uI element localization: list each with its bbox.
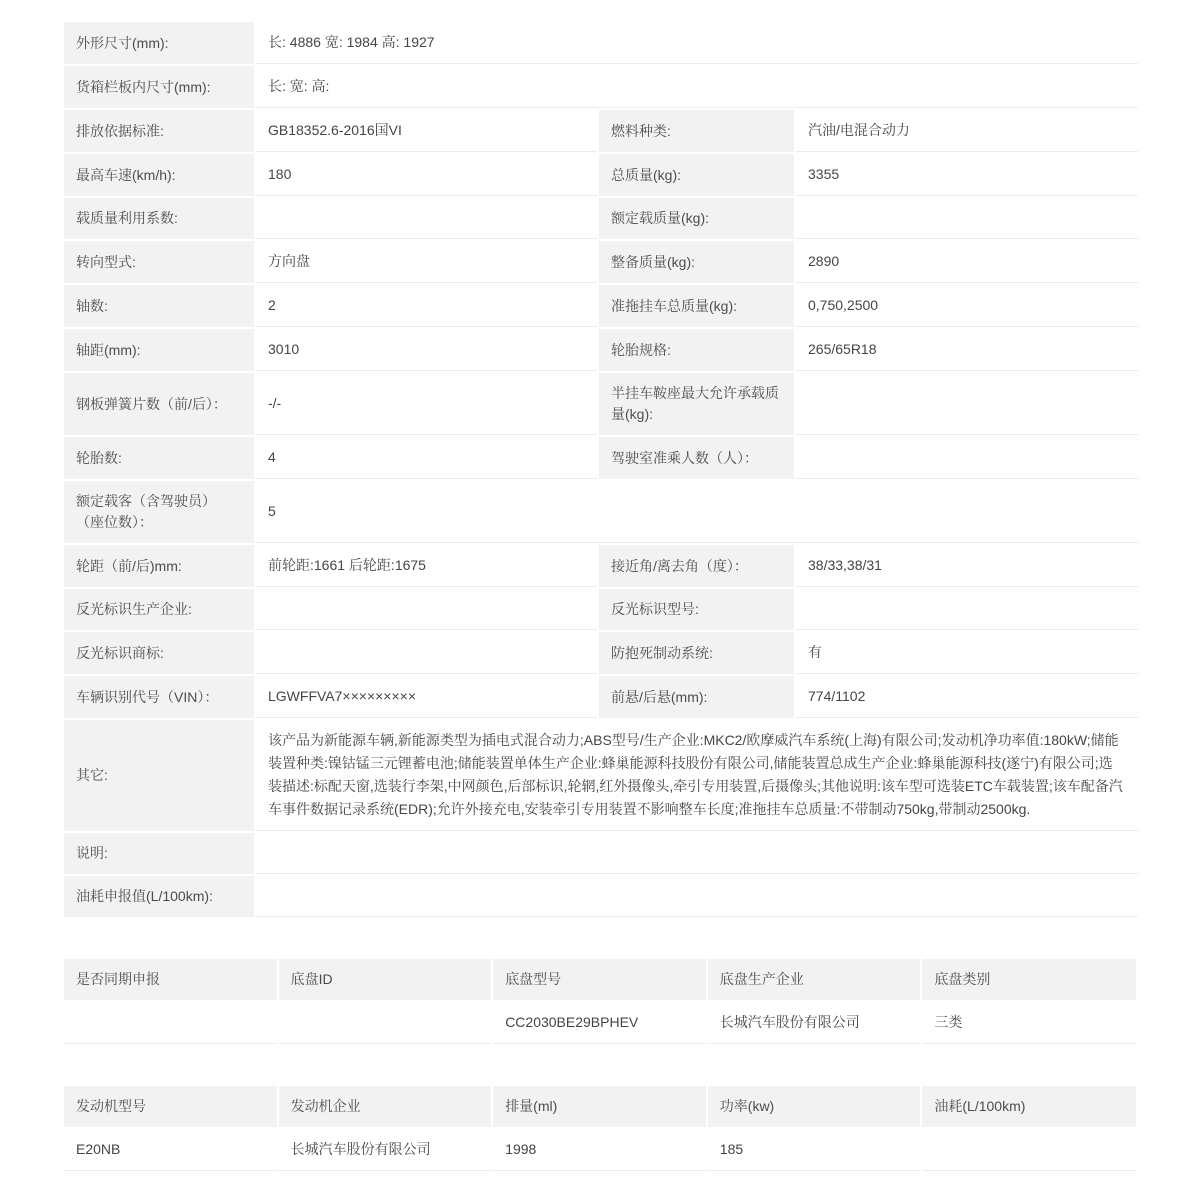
spec-label: 轮距（前/后)mm:: [64, 545, 254, 587]
spec-value: 774/1102: [796, 676, 1138, 718]
spec-value-other-notes: 该产品为新能源车辆,新能源类型为插电式混合动力;ABS型号/生产企业:MKC2/欧摩威汽车系统(上海)有限公司;发动机净功率值:180kW;储能装置种类:镍钴锰三元锂蓄电池;储能装置单体生产企业:蜂巢能源科技股份有限公司,储能装置总成生产企业:蜂巢能源科技(遂宁)有限公司;选装描述:标配天窗,选装行李架,中网颜色,后部标识,轮辋,红外摄像头,牵引专用装置,后摄像头;其他说明:该车型可选装ETC车载装置;该车配备汽车事件数据记录系统(EDR);允许外接充电,安装牵引专用装置不影响整车长度;准拖挂车总质量:不带制动750kg,带制动2500kg.: [256, 720, 1138, 831]
spec-label: 载质量利用系数:: [64, 198, 254, 239]
cell-chassis-id: [279, 1002, 492, 1044]
spec-row-cargo-box-dimensions: [64, 66, 1138, 108]
column-header: 功率(kw): [708, 1086, 921, 1127]
spec-value: -/-: [256, 373, 597, 435]
cell-engine-power: 185: [708, 1129, 921, 1171]
spec-value: LGWFFVA7×××××××××: [256, 676, 597, 718]
spec-value: 方向盘: [256, 241, 597, 283]
spec-row-reflective-trademark-abs: [64, 632, 1138, 674]
spec-label: 半挂车鞍座最大允许承载质量(kg):: [599, 373, 794, 435]
column-header: 底盘ID: [279, 959, 492, 1000]
spec-label: 前悬/后悬(mm):: [599, 676, 794, 718]
spec-label: 转向型式:: [64, 241, 254, 283]
spec-label: 其它:: [64, 720, 254, 831]
spec-row-other-notes: [64, 720, 1138, 831]
spec-label: 油耗申报值(L/100km):: [64, 876, 254, 917]
chassis-data-row: [64, 1002, 1136, 1044]
vehicle-spec-table: [62, 20, 1140, 919]
spec-label: 额定载客（含驾驶员） （座位数）：: [64, 481, 254, 543]
spec-label: 反光标识生产企业:: [64, 589, 254, 630]
spec-value: 汽油/电混合动力: [796, 110, 1138, 152]
spec-label: 说明:: [64, 833, 254, 874]
spec-label: 接近角/离去角（度）：: [599, 545, 794, 587]
spec-value: 长: 4886 宽: 1984 高: 1927: [256, 22, 1138, 64]
column-header: 底盘生产企业: [708, 959, 921, 1000]
spec-label: 外形尺寸(mm):: [64, 22, 254, 64]
spec-label: 轴距(mm):: [64, 329, 254, 371]
spec-value: 有: [796, 632, 1138, 674]
chassis-header-row: [64, 959, 1136, 1000]
engine-header-row: [64, 1086, 1136, 1127]
spec-value: GB18352.6-2016国VI: [256, 110, 597, 152]
spec-value: [256, 632, 597, 674]
spec-label: 反光标识商标:: [64, 632, 254, 674]
cell-chassis-category: 三类: [922, 1002, 1136, 1044]
spec-label: 准拖挂车总质量(kg):: [599, 285, 794, 327]
column-header: 底盘类别: [922, 959, 1136, 1000]
spec-value: [256, 876, 1138, 917]
chassis-table: [62, 957, 1138, 1046]
spec-label: 额定载质量(kg):: [599, 198, 794, 239]
spec-value: 长: 宽: 高:: [256, 66, 1138, 108]
spec-value: 5: [256, 481, 1138, 543]
spec-label: 总质量(kg):: [599, 154, 794, 196]
spec-value: [256, 589, 597, 630]
spec-value: 2890: [796, 241, 1138, 283]
column-header: 排量(ml): [493, 1086, 706, 1127]
spec-label: 钢板弹簧片数（前/后）：: [64, 373, 254, 435]
spec-value: 0,750,2500: [796, 285, 1138, 327]
cell-engine-model: E20NB: [64, 1129, 277, 1171]
spec-label: 货箱栏板内尺寸(mm):: [64, 66, 254, 108]
spec-value: 38/33,38/31: [796, 545, 1138, 587]
spec-row-dimensions: [64, 22, 1138, 64]
cell-same-period-declare: [64, 1002, 277, 1044]
column-header: 发动机企业: [279, 1086, 492, 1127]
spec-label: 防抱死制动系统:: [599, 632, 794, 674]
spec-label: 轴数:: [64, 285, 254, 327]
spec-value: [796, 373, 1138, 435]
cell-engine-manufacturer: 长城汽车股份有限公司: [279, 1129, 492, 1171]
spec-row-remarks: [64, 833, 1138, 874]
spec-value: 265/65R18: [796, 329, 1138, 371]
spec-value: 3010: [256, 329, 597, 371]
cell-engine-displacement: 1998: [493, 1129, 706, 1171]
spec-value: [796, 589, 1138, 630]
column-header: 底盘型号: [493, 959, 706, 1000]
spec-label: 轮胎规格:: [599, 329, 794, 371]
engine-data-row: [64, 1129, 1136, 1171]
spec-label: 最高车速(km/h):: [64, 154, 254, 196]
spec-value: [796, 437, 1138, 479]
spec-label: 排放依据标准:: [64, 110, 254, 152]
spec-row-wheelbase-tire-spec: [64, 329, 1138, 371]
spec-row-track-width-angles: [64, 545, 1138, 587]
column-header: 发动机型号: [64, 1086, 277, 1127]
spec-row-top-speed-total-mass: [64, 154, 1138, 196]
spec-row-rated-passengers: [64, 481, 1138, 543]
spec-label: 驾驶室准乘人数（人）：: [599, 437, 794, 479]
spec-value: [256, 833, 1138, 874]
spec-row-declared-fuel-consumption: [64, 876, 1138, 917]
spec-row-load-utilization-rated-load: [64, 198, 1138, 239]
spec-label: 车辆识别代号（VIN）：: [64, 676, 254, 718]
spec-row-steering-curb-mass: [64, 241, 1138, 283]
spec-row-vin-overhang: [64, 676, 1138, 718]
column-header: 是否同期申报: [64, 959, 277, 1000]
spec-label: 燃料种类:: [599, 110, 794, 152]
spec-value: 前轮距:1661 后轮距:1675: [256, 545, 597, 587]
spec-value: [256, 198, 597, 239]
spec-value: 180: [256, 154, 597, 196]
engine-table: [62, 1084, 1138, 1173]
spec-label: 反光标识型号:: [599, 589, 794, 630]
spec-value: 2: [256, 285, 597, 327]
spec-row-emission-standard-fuel-type: [64, 110, 1138, 152]
cell-engine-fuel-consumption: [922, 1129, 1136, 1171]
spec-row-tire-count-cab-passengers: [64, 437, 1138, 479]
spec-label: 轮胎数:: [64, 437, 254, 479]
spec-row-leaf-springs-saddle-load: [64, 373, 1138, 435]
spec-value: [796, 198, 1138, 239]
spec-row-axles-trailer-mass: [64, 285, 1138, 327]
spec-value: 4: [256, 437, 597, 479]
cell-chassis-manufacturer: 长城汽车股份有限公司: [708, 1002, 921, 1044]
column-header: 油耗(L/100km): [922, 1086, 1136, 1127]
spec-label: 整备质量(kg):: [599, 241, 794, 283]
cell-chassis-model: CC2030BE29BPHEV: [493, 1002, 706, 1044]
spec-value: 3355: [796, 154, 1138, 196]
spec-row-reflective-marking-producer-model: [64, 589, 1138, 630]
